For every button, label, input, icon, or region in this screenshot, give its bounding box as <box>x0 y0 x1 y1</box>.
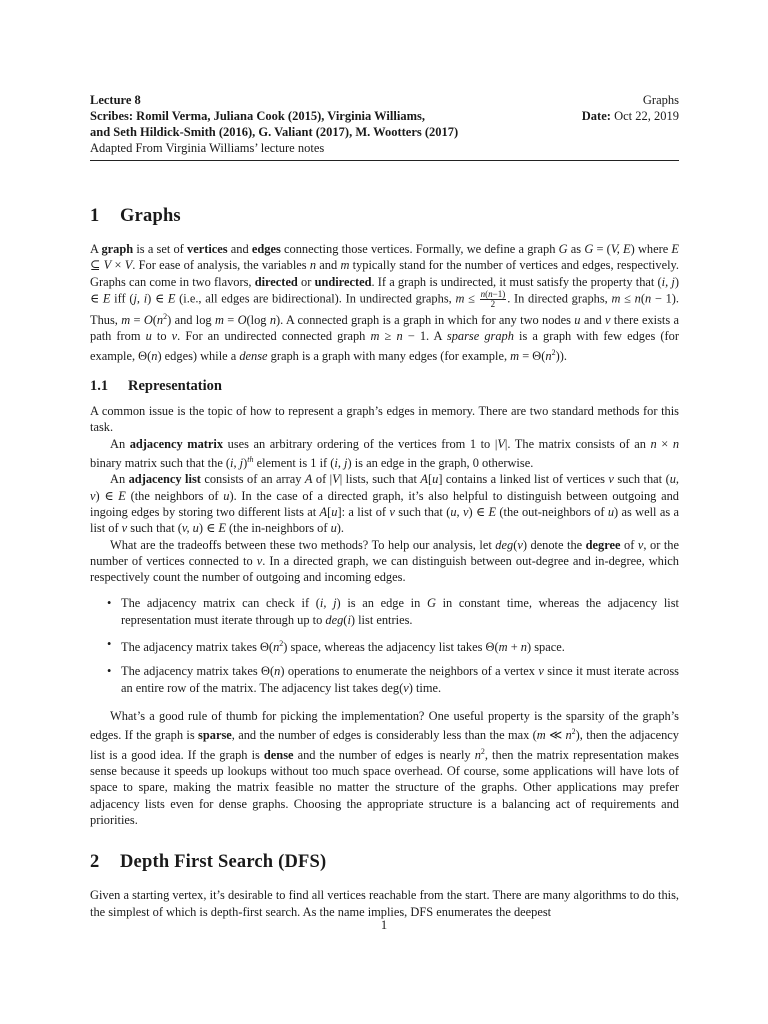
paragraph-graph-definition: A graph is a set of vertices and edges connecting those vertices. Formally, we define a graph G as G = (V, E) where E ⊆ V × V. For ease of analysis, the variables n and m typically stand for the number of vertices and edges, respectively. Graphs can come in two flavors, directed or undirected. If a graph is undirected, it must satisfy the property that (i, j) ∈ E iff (j, i) ∈ E (i.e., all edges are bidirectional). In undirected graphs, m ≤ $\frac{n(n-1)}{2}$ . In directed graphs, m ≤ n(n − 1). Thus, $m = O(n^2)$ and log m = O(log n). A connected graph is a graph in which for any two nodes u and v there exists a path from u to v. For an undirected connected graph m ≥ n − 1. A sparse graph is a graph with few edges (for example, Θ(n) edges) while a dense graph is a graph with many edges (for example, $m = \Theta(n^2)$). <box>90 242 680 363</box>
paragraph-rule-of-thumb: What’s a good rule of thumb for picking the implementation? One useful property is the sparsity of the graph’s edges. If the graph is sparse, and the number of edges is considerably less than the max (m ≪ $n^2$), then the adjacency list is a good idea. If the graph is dense and the number of edges is nearly $n^2$, then the matrix representation makes sense because it speeds up lookups without too much space overhead. Of course, some applications will have lots of space to spare, making the matrix feasible no matter the structure of the graphs. Other applications may prefer adjacency lists even for dense graphs. Choosing the appropriate structure is a balancing act of requirements and priorities. <box>90 709 679 828</box>
section-heading-graphs <box>90 206 679 227</box>
lecture-date <box>582 108 679 124</box>
scribes-line-2: and Seth Hildick-Smith (2016), G. Valiant (2017), M. Wootters (2017) <box>90 125 459 139</box>
bullet-icon: • <box>107 596 112 611</box>
tradeoff-list <box>90 595 679 696</box>
section-title: Depth First Search (DFS) <box>120 852 327 873</box>
date-label: Date: <box>581 109 611 123</box>
subsection-title: Representation <box>128 378 222 395</box>
page <box>90 92 679 920</box>
header-rule <box>90 160 679 161</box>
bullet-icon: • <box>107 637 112 652</box>
paragraph-adjacency-matrix: An adjacency matrix uses an arbitrary ordering of the vertices from 1 to |V|. The matrix consists of an n × n binary matrix such that the (i, j)$^{th}$ element is 1 if (i, j) is an edge in the graph, 0 otherwise. <box>90 436 680 471</box>
page-number: 1 <box>380 918 388 932</box>
lecture-number: Lecture 8 <box>90 93 141 107</box>
date-value: Oct 22, 2019 <box>614 109 679 123</box>
paragraph-dfs-intro: Given a starting vertex, it’s desirable to find all vertices reachable from the start. There are many algorithms to do this, the simplest of which is depth-first search. As the name implies, DFS enumerates the deepest <box>90 888 679 919</box>
section-number: 1 <box>90 206 100 226</box>
section-heading-dfs <box>90 852 679 873</box>
list-item: • The adjacency matrix takes $\Theta(n^2)$ space, whereas the adjacency list takes Θ(m + n) space. <box>107 637 565 655</box>
adapted-note: Adapted From Virginia Williams’ lecture notes <box>90 141 325 155</box>
paragraph-tradeoffs: What are the tradeoffs between these two methods? To help our analysis, let deg(v) denote the degree of v, or the number of vertices connected to v. In a directed graph, we can distinguish between out-degree and in-degree, which respectively count the number of outgoing and incoming edges. <box>90 537 680 585</box>
header-left <box>90 92 560 156</box>
bullet-icon: • <box>107 664 112 679</box>
lecture-topic: Graphs <box>642 93 679 107</box>
section-number: 2 <box>90 852 100 873</box>
paragraph-adjacency-list: An adjacency list consists of an array A of |V| lists, such that A[u] contains a linked list of vertices v such that (u, v) ∈ E (the neighbors of u). In the case of a directed graph, it’s also helpful to distinguish between outgoing and ingoing edges by storing two different lists at A[u]: a list of v such that (u, v) ∈ E (the out-neighbors of u) as well as a list of v such that (v, u) ∈ E (the in-neighbors of u). <box>90 472 680 536</box>
lecture-header <box>90 92 679 156</box>
paragraph-representation-intro: A common issue is the topic of how to represent a graph’s edges in memory. There are two standard methods for this task. <box>90 404 679 435</box>
header-right <box>582 92 679 124</box>
scribes-line-1: Scribes: Romil Verma, Juliana Cook (2015), Virginia Williams, <box>90 109 425 123</box>
section-title: Graphs <box>120 206 181 226</box>
subsection-heading-representation <box>90 378 679 395</box>
subsection-number: 1.1 <box>90 378 109 395</box>
list-item: • The adjacency matrix can check if (i, j) is an edge in G in constant time, whereas the adjacency list representation must iterate through up to deg(i) list entries. <box>107 596 680 627</box>
list-item: • The adjacency matrix takes Θ(n) operations to enumerate the neighbors of a vertex v since it must iterate across an entire row of the matrix. The adjacency list takes deg(v) time. <box>107 664 680 695</box>
